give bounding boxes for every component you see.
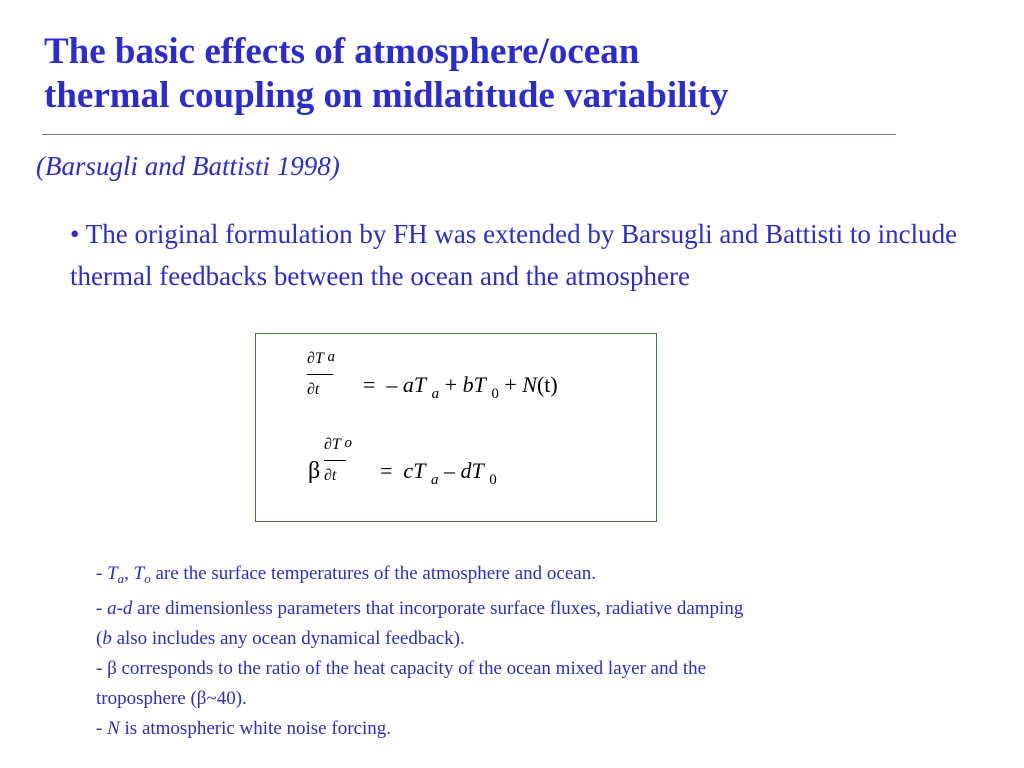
notes-list xyxy=(96,559,996,744)
eq2-num-var: T xyxy=(331,436,341,453)
note-var-t: T xyxy=(107,563,118,584)
eq1-fraction-bar xyxy=(307,374,333,375)
eq1-lhs-fraction xyxy=(307,346,335,403)
note-beta-cont: troposphere (β~40). xyxy=(96,688,247,709)
bullet-paragraph: • The original formulation by FH was extended by Barsugli and Battisti to include thermal feedbacks between the ocean and the atmosphere xyxy=(70,219,958,291)
note-noise xyxy=(96,714,996,744)
note-dash: - xyxy=(96,718,108,739)
note-text: also includes any ocean dynamical feedback). xyxy=(111,628,465,649)
slide-title xyxy=(44,30,904,118)
note-dash: - xyxy=(96,598,108,619)
title-line-2: thermal coupling on midlatitude variability xyxy=(44,75,729,116)
eq2-fraction-bar xyxy=(324,460,346,461)
note-text: are the surface temperatures of the atmosphere and ocean. xyxy=(150,563,596,584)
eq2-denominator: ∂t xyxy=(324,467,337,484)
eq2-sub-0: 0 xyxy=(489,472,497,488)
eq2-rhs xyxy=(380,458,497,493)
eq1-coef-a: a xyxy=(402,372,414,397)
eq2-coef-d: d xyxy=(460,458,472,483)
eq1-sub-0: 0 xyxy=(491,386,499,402)
note-var-a-d: a-d xyxy=(107,598,133,619)
eq2-lhs-fraction xyxy=(324,432,352,489)
eq2-coef-c: c xyxy=(403,458,414,483)
eq1-sub-a: a xyxy=(431,386,440,402)
eq1-var-t2: T xyxy=(473,372,486,397)
note-dash: - xyxy=(96,563,108,584)
note-sub-a: a xyxy=(117,571,125,586)
eq2-sub-a: a xyxy=(430,472,439,488)
eq1-arg: (t) xyxy=(536,372,558,397)
eq1-sign: – xyxy=(386,372,398,397)
note-sub-o: o xyxy=(144,571,151,586)
eq1-var-t1: T xyxy=(413,372,427,397)
equation-box xyxy=(255,333,657,522)
note-text: is atmospheric white noise forcing. xyxy=(119,718,391,739)
note-text: are dimensionless parameters that incorporate surface fluxes, radiative damping xyxy=(132,598,744,619)
eq2-beta: β xyxy=(308,458,321,484)
eq2-num-sub: o xyxy=(344,435,353,451)
eq2-var-t1: T xyxy=(413,458,426,483)
eq2-minus: – xyxy=(443,458,455,483)
note-parameters-cont xyxy=(96,624,996,654)
eq1-rhs xyxy=(363,372,558,407)
title-divider xyxy=(42,134,896,135)
note-var-t: T xyxy=(133,563,145,584)
note-parameters xyxy=(96,594,996,624)
eq1-plus1: + xyxy=(444,372,458,397)
eq1-denominator: ∂t xyxy=(307,381,320,398)
note-paren: ( xyxy=(96,628,103,649)
eq1-partial: ∂ xyxy=(307,350,315,367)
citation: (Barsugli and Battisti 1998) xyxy=(36,151,340,181)
eq1-num-sub: a xyxy=(327,349,336,365)
eq1-equals: = xyxy=(363,372,376,397)
title-line-1: The basic effects of atmosphere/ocean xyxy=(44,31,640,72)
eq2-var-t2: T xyxy=(471,458,484,483)
note-temperatures xyxy=(96,559,996,594)
note-var-b: b xyxy=(102,628,112,649)
eq2-equals: = xyxy=(380,458,393,483)
note-comma: , xyxy=(124,563,134,584)
eq1-var-n: N xyxy=(522,372,537,397)
eq1-coef-b: b xyxy=(462,372,474,397)
eq1-num-var: T xyxy=(314,350,324,367)
note-var-n: N xyxy=(107,718,120,739)
eq1-plus2: + xyxy=(504,372,517,397)
eq2-partial: ∂ xyxy=(324,436,332,453)
note-beta: - β corresponds to the ratio of the heat capacity of the ocean mixed layer and the xyxy=(96,658,707,679)
